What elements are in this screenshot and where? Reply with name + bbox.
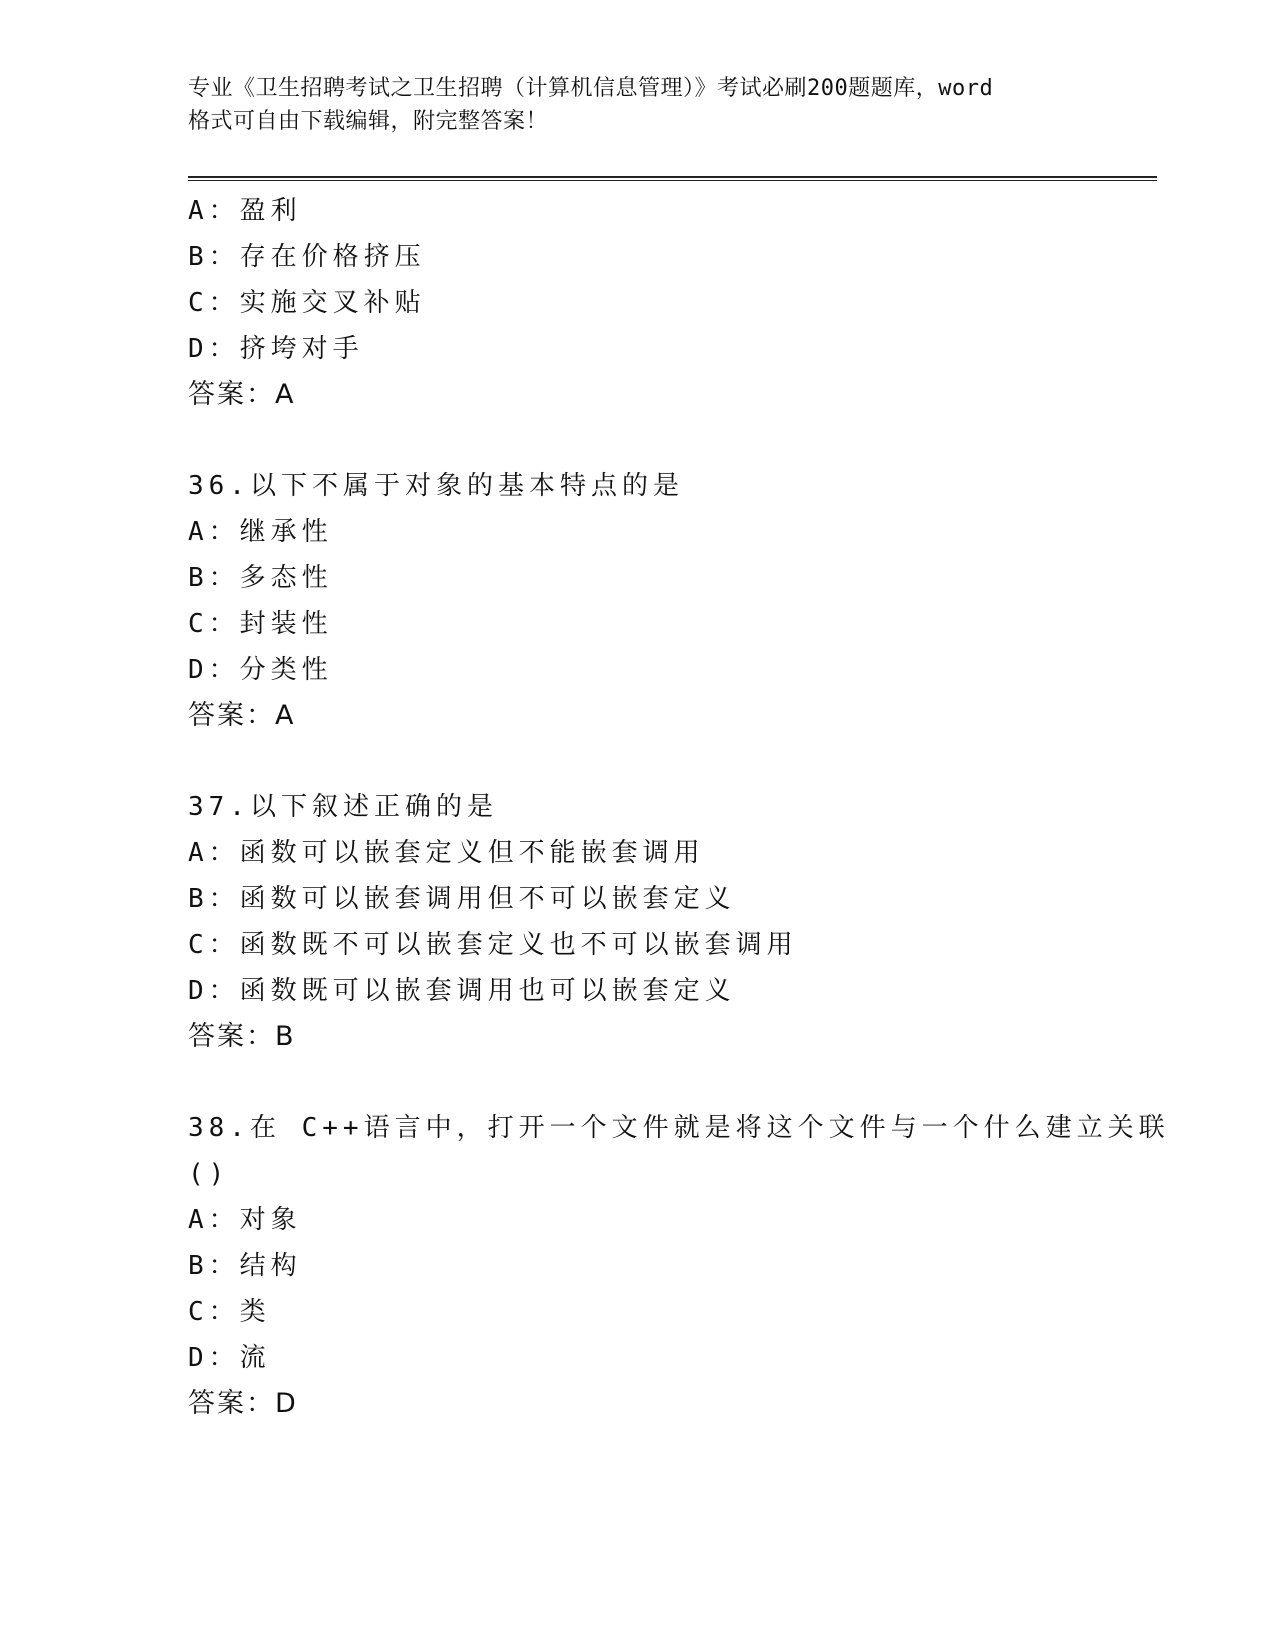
answer-line: 答案：D xyxy=(188,1388,298,1419)
option-c: C：类 xyxy=(188,1297,271,1327)
header-title-line-2: 格式可自由下载编辑，附完整答案！ xyxy=(188,109,549,134)
question-block-37 xyxy=(188,784,1148,1060)
option-b: B：存在价格挤压 xyxy=(188,242,426,272)
option-a: A：函数可以嵌套定义但不能嵌套调用 xyxy=(188,838,705,868)
question-block-36 xyxy=(188,463,1148,739)
question-list xyxy=(188,188,1170,1427)
option-d: D：分类性 xyxy=(188,655,333,685)
question-stem: 37.以下叙述正确的是 xyxy=(188,792,498,822)
option-a: A：盈利 xyxy=(188,196,302,226)
question-stem-line-1: 38.在 C++语言中，打开一个文件就是将这个文件与一个什么建立关联 xyxy=(188,1113,1170,1143)
option-c: C：函数既不可以嵌套定义也不可以嵌套调用 xyxy=(188,930,798,960)
question-block-35 xyxy=(188,188,1148,418)
spacer xyxy=(188,739,1148,784)
question-stem: 36.以下不属于对象的基本特点的是 xyxy=(188,471,684,501)
answer-line: 答案：A xyxy=(188,379,296,410)
option-b: B：多态性 xyxy=(188,563,333,593)
spacer xyxy=(188,418,1148,463)
document-header xyxy=(188,72,1088,138)
question-stem-line-2: () xyxy=(188,1159,230,1189)
option-b: B：函数可以嵌套调用但不可以嵌套定义 xyxy=(188,884,736,914)
option-c: C：实施交叉补贴 xyxy=(188,288,426,318)
spacer xyxy=(188,1060,1148,1105)
question-block-38 xyxy=(188,1105,1170,1427)
option-b: B：结构 xyxy=(188,1251,302,1281)
option-d: D：流 xyxy=(188,1343,271,1373)
option-c: C：封装性 xyxy=(188,609,333,639)
answer-line: 答案：A xyxy=(188,700,296,731)
answer-line: 答案：B xyxy=(188,1021,296,1052)
option-d: D：挤垮对手 xyxy=(188,334,364,364)
header-title-line-1: 专业《卫生招聘考试之卫生招聘（计算机信息管理）》考试必刷200题题库，word xyxy=(188,76,994,101)
header-divider xyxy=(188,176,1157,181)
option-d: D：函数既可以嵌套调用也可以嵌套定义 xyxy=(188,976,736,1006)
option-a: A：对象 xyxy=(188,1205,302,1235)
option-a: A：继承性 xyxy=(188,517,333,547)
